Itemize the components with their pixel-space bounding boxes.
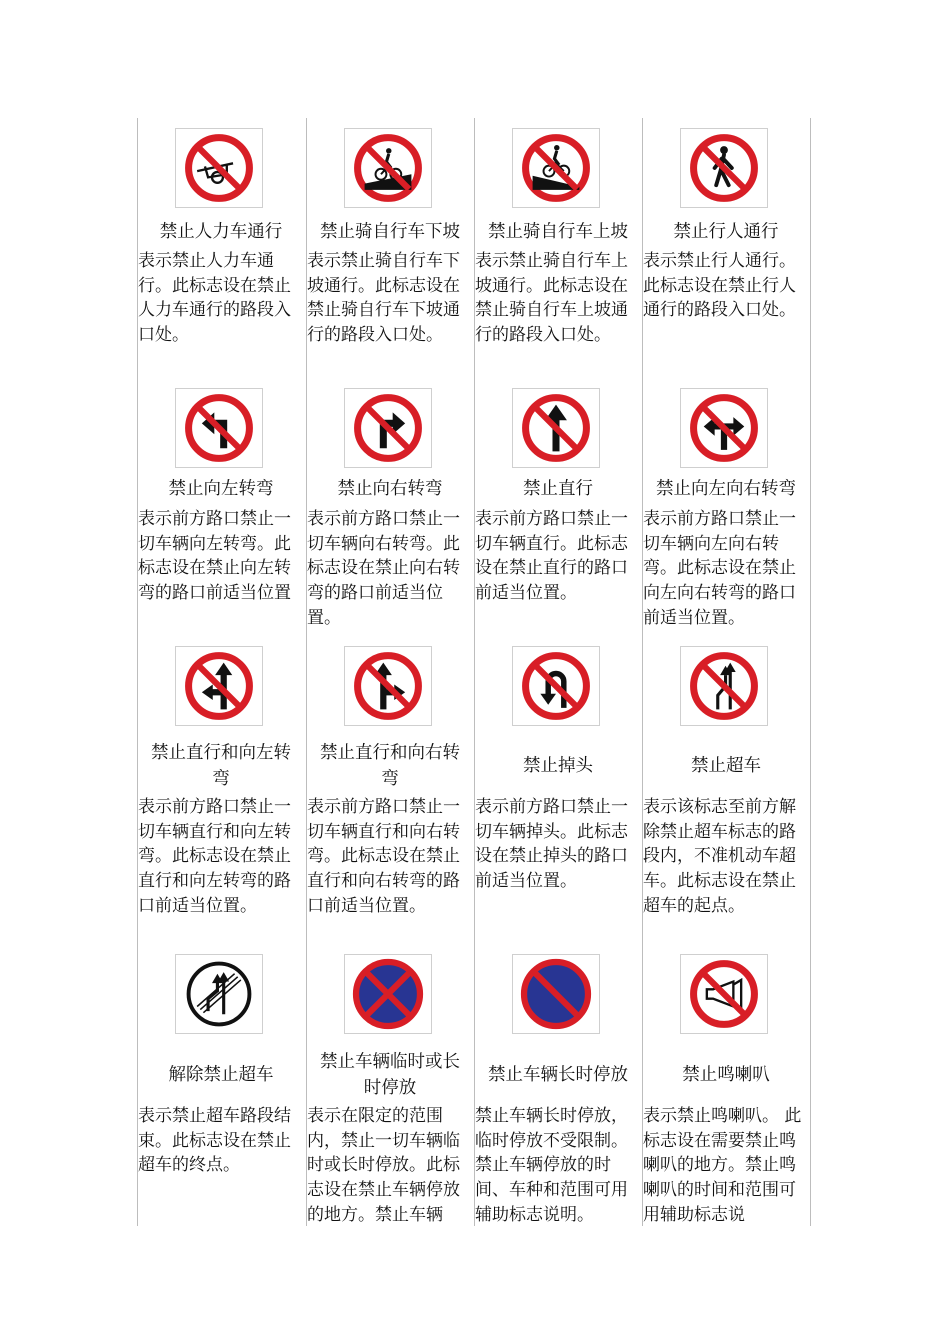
sign-description: 表示前方路口禁止一切车辆直行和向右转弯。此标志设在禁止直行和向右转弯的路口前适当位置。 [307, 797, 460, 916]
sign-description: 表示该标志至前方解除禁止超车标志的路段内，不准机动车超车。此标志设在禁止超车的起点。 [643, 797, 796, 916]
end-no-overtaking-icon [175, 954, 263, 1034]
sign-description: 表示前方路口禁止一切车辆向左转弯。此标志设在禁止向左转弯的路口前适当位置 [138, 509, 291, 604]
traffic-sign-table [137, 118, 811, 1226]
no-bicycle-uphill-icon [512, 128, 600, 208]
sign-description: 禁止车辆长时停放，临时停放不受限制。禁止车辆停放的时间、车种和范围可用辅助标志说明。 [475, 1106, 628, 1225]
no-overtaking-icon [680, 646, 768, 726]
no-horn-icon [680, 954, 768, 1034]
sign-description: 表示前方路口禁止一切车辆直行。此标志设在禁止直行的路口前适当位置。 [475, 509, 628, 604]
sign-title: 禁止直行和向右转弯 [320, 743, 460, 789]
no-u-turn-icon [512, 646, 600, 726]
sign-description: 表示前方路口禁止一切车辆掉头。此标志设在禁止掉头的路口前适当位置。 [475, 797, 628, 892]
no-straight-right-icon [344, 646, 432, 726]
sign-description: 表示前方路口禁止一切车辆直行和向左转弯。此标志设在禁止直行和向左转弯的路口前适当位置。 [138, 797, 291, 916]
sign-description: 表示禁止行人通行。此标志设在禁止行人通行的路段入口处。 [643, 251, 796, 321]
no-stopping-icon [344, 954, 432, 1034]
sign-title: 禁止行人通行 [673, 222, 779, 242]
sign-title: 禁止车辆临时或长时停放 [320, 1052, 460, 1098]
no-straight-left-icon [175, 646, 263, 726]
no-right-turn-icon [344, 388, 432, 468]
sign-description: 表示前方路口禁止一切车辆向右转弯。此标志设在禁止向右转弯的路口前适当位置。 [307, 509, 460, 628]
column-divider [810, 118, 811, 1226]
sign-description: 表示禁止人力车通行。此标志设在禁止人力车通行的路段入口处。 [138, 251, 291, 346]
no-straight-icon [512, 388, 600, 468]
sign-title: 禁止向右转弯 [337, 479, 443, 499]
sign-title: 禁止车辆长时停放 [488, 1065, 628, 1085]
sign-title: 解除禁止超车 [168, 1065, 274, 1085]
sign-title: 禁止超车 [691, 756, 761, 776]
no-bicycle-downhill-icon [344, 128, 432, 208]
sign-title: 禁止向左转弯 [168, 479, 274, 499]
no-parking-icon [512, 954, 600, 1034]
no-left-right-turn-icon [680, 388, 768, 468]
sign-description: 表示禁止超车路段结束。此标志设在禁止超车的终点。 [138, 1106, 291, 1176]
sign-title: 禁止掉头 [523, 756, 593, 776]
sign-title: 禁止骑自行车上坡 [488, 222, 628, 242]
sign-description: 表示禁止骑自行车上坡通行。此标志设在禁止骑自行车上坡通行的路段入口处。 [475, 251, 628, 346]
no-handcart-icon [175, 128, 263, 208]
sign-description: 表示在限定的范围内，禁止一切车辆临时或长时停放。此标志设在禁止车辆停放的地方。禁止车辆 [307, 1106, 460, 1225]
no-pedestrians-icon [680, 128, 768, 208]
sign-title: 禁止直行 [523, 479, 593, 499]
sign-description: 表示禁止骑自行车下坡通行。此标志设在禁止骑自行车下坡通行的路段入口处。 [307, 251, 460, 346]
sign-title: 禁止直行和向左转弯 [151, 743, 291, 789]
no-left-turn-icon [175, 388, 263, 468]
sign-title: 禁止向左向右转弯 [656, 479, 796, 499]
sign-title: 禁止人力车通行 [159, 222, 283, 242]
sign-title: 禁止骑自行车下坡 [320, 222, 460, 242]
sign-description: 表示前方路口禁止一切车辆向左向右转弯。此标志设在禁止向左向右转弯的路口前适当位置。 [643, 509, 796, 628]
sign-title: 禁止鸣喇叭 [682, 1065, 770, 1085]
sign-description: 表示禁止鸣喇叭。 此标志设在需要禁止鸣喇叭的地方。禁止鸣喇叭的时间和范围可用辅助标志说 [643, 1106, 802, 1225]
